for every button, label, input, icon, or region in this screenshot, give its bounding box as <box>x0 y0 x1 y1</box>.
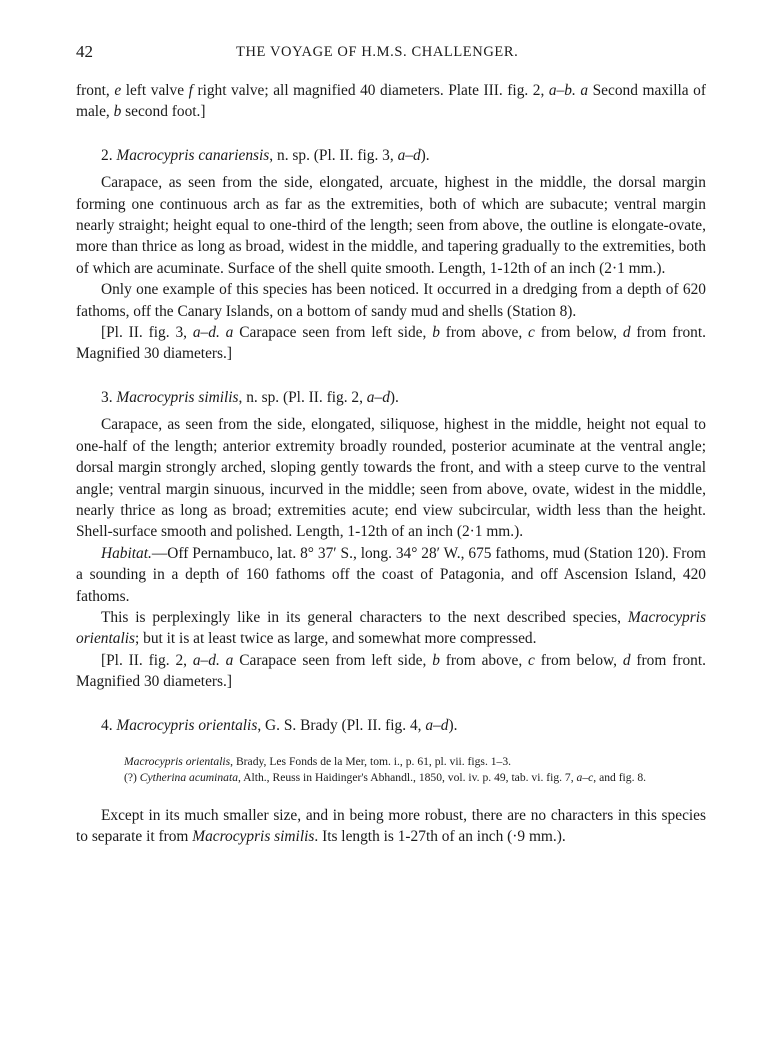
occurrence-canariensis: Only one example of this species has been noticed. It occurred in a dredging from a depth of 620 fathoms, off the Canary Islands, on a bottom of sandy mud and shells (Station 8). <box>76 281 706 320</box>
page-header <box>76 42 706 66</box>
species-heading-orientalis: 4. Macrocypris orientalis, G. S. Brady (Pl. II. fig. 4, a–d). <box>101 716 458 734</box>
description-similis: Carapace, as seen from the side, elongated, siliquose, highest in the middle, height not equal to one-half of the length; anterior extremity broadly rounded, posterior acuminate at the ventral angle; dorsal margin strongly arched, sloping gently towards the front, and with a steep curve to the ventral angle; ventral margin sinuous, incurved in the middle; seen from above, ovate, widest in the middle, nearly thrice as long as broad; extremities acute; end view subcircular, width less than the height. Shell-surface smooth and polished. Length, 1-12th of an inch (2·1 mm.). <box>76 416 706 541</box>
continued-plate-caption: front, e left valve f right valve; all magnified 40 diameters. Plate III. fig. 2, a–b. a Second maxilla of male, b second foot.] <box>76 82 706 121</box>
page-body <box>76 80 706 848</box>
remark-orientalis: Except in its much smaller size, and in being more robust, there are no characters in this species to separate it from Macrocypris similis. Its length is 1-27th of an inch (·9 mm.). <box>76 806 706 846</box>
remark-similis: This is perplexingly like in its general characters to the next described species, Macrocypris orientalis; but it is at least twice as large, and somewhat more compressed. <box>76 608 706 648</box>
habitat-similis: Habitat.—Off Pernambuco, lat. 8° 37′ S., long. 34° 28′ W., 675 fathoms, mud (Station 120). From a sounding in a depth of 160 fathoms off the coast of Patagonia, and off Ascension Island, 420 fathoms. <box>76 544 706 605</box>
species-heading-similis: 3. Macrocypris similis, n. sp. (Pl. II. fig. 2, a–d). <box>101 388 399 406</box>
plate-caption-canariensis: [Pl. II. fig. 3, a–d. a Carapace seen from left side, b from above, c from below, d from front. Magnified 30 diameters.] <box>76 324 706 363</box>
plate-caption-similis: [Pl. II. fig. 2, a–d. a Carapace seen from left side, b from above, c from below, d from front. Magnified 30 diameters.] <box>76 651 706 691</box>
page-number: 42 <box>76 42 93 61</box>
running-title: THE VOYAGE OF H.M.S. CHALLENGER. <box>236 44 519 60</box>
description-canariensis: Carapace, as seen from the side, elongated, arcuate, highest in the middle, the dorsal margin forming one continuous arch as far as the extremities, both of which are subacute; ventral margin nearly straight; height equal to one-third of the length; seen from above, the outline is elongate-ovate, more than thrice as long as broad, widest in the middle, and tapering gradually to the extremities, both of which are acuminate. Surface of the shell quite smooth. Length, 1-12th of an inch (2·1 mm.). <box>76 174 706 277</box>
species-heading-canariensis: 2. Macrocypris canariensis, n. sp. (Pl. II. fig. 3, a–d). <box>101 146 430 164</box>
synonym-entry: Macrocypris orientalis, Brady, Les Fonds de la Mer, tom. i., p. 61, pl. vii. figs. 1–3. <box>124 754 512 768</box>
synonym-entry: (?) Cytherina acuminata, Alth., Reuss in Haidinger's Abhandl., 1850, vol. iv. p. 49, tab. vi. fig. 7, a–c, and fig. 8. <box>124 771 647 785</box>
